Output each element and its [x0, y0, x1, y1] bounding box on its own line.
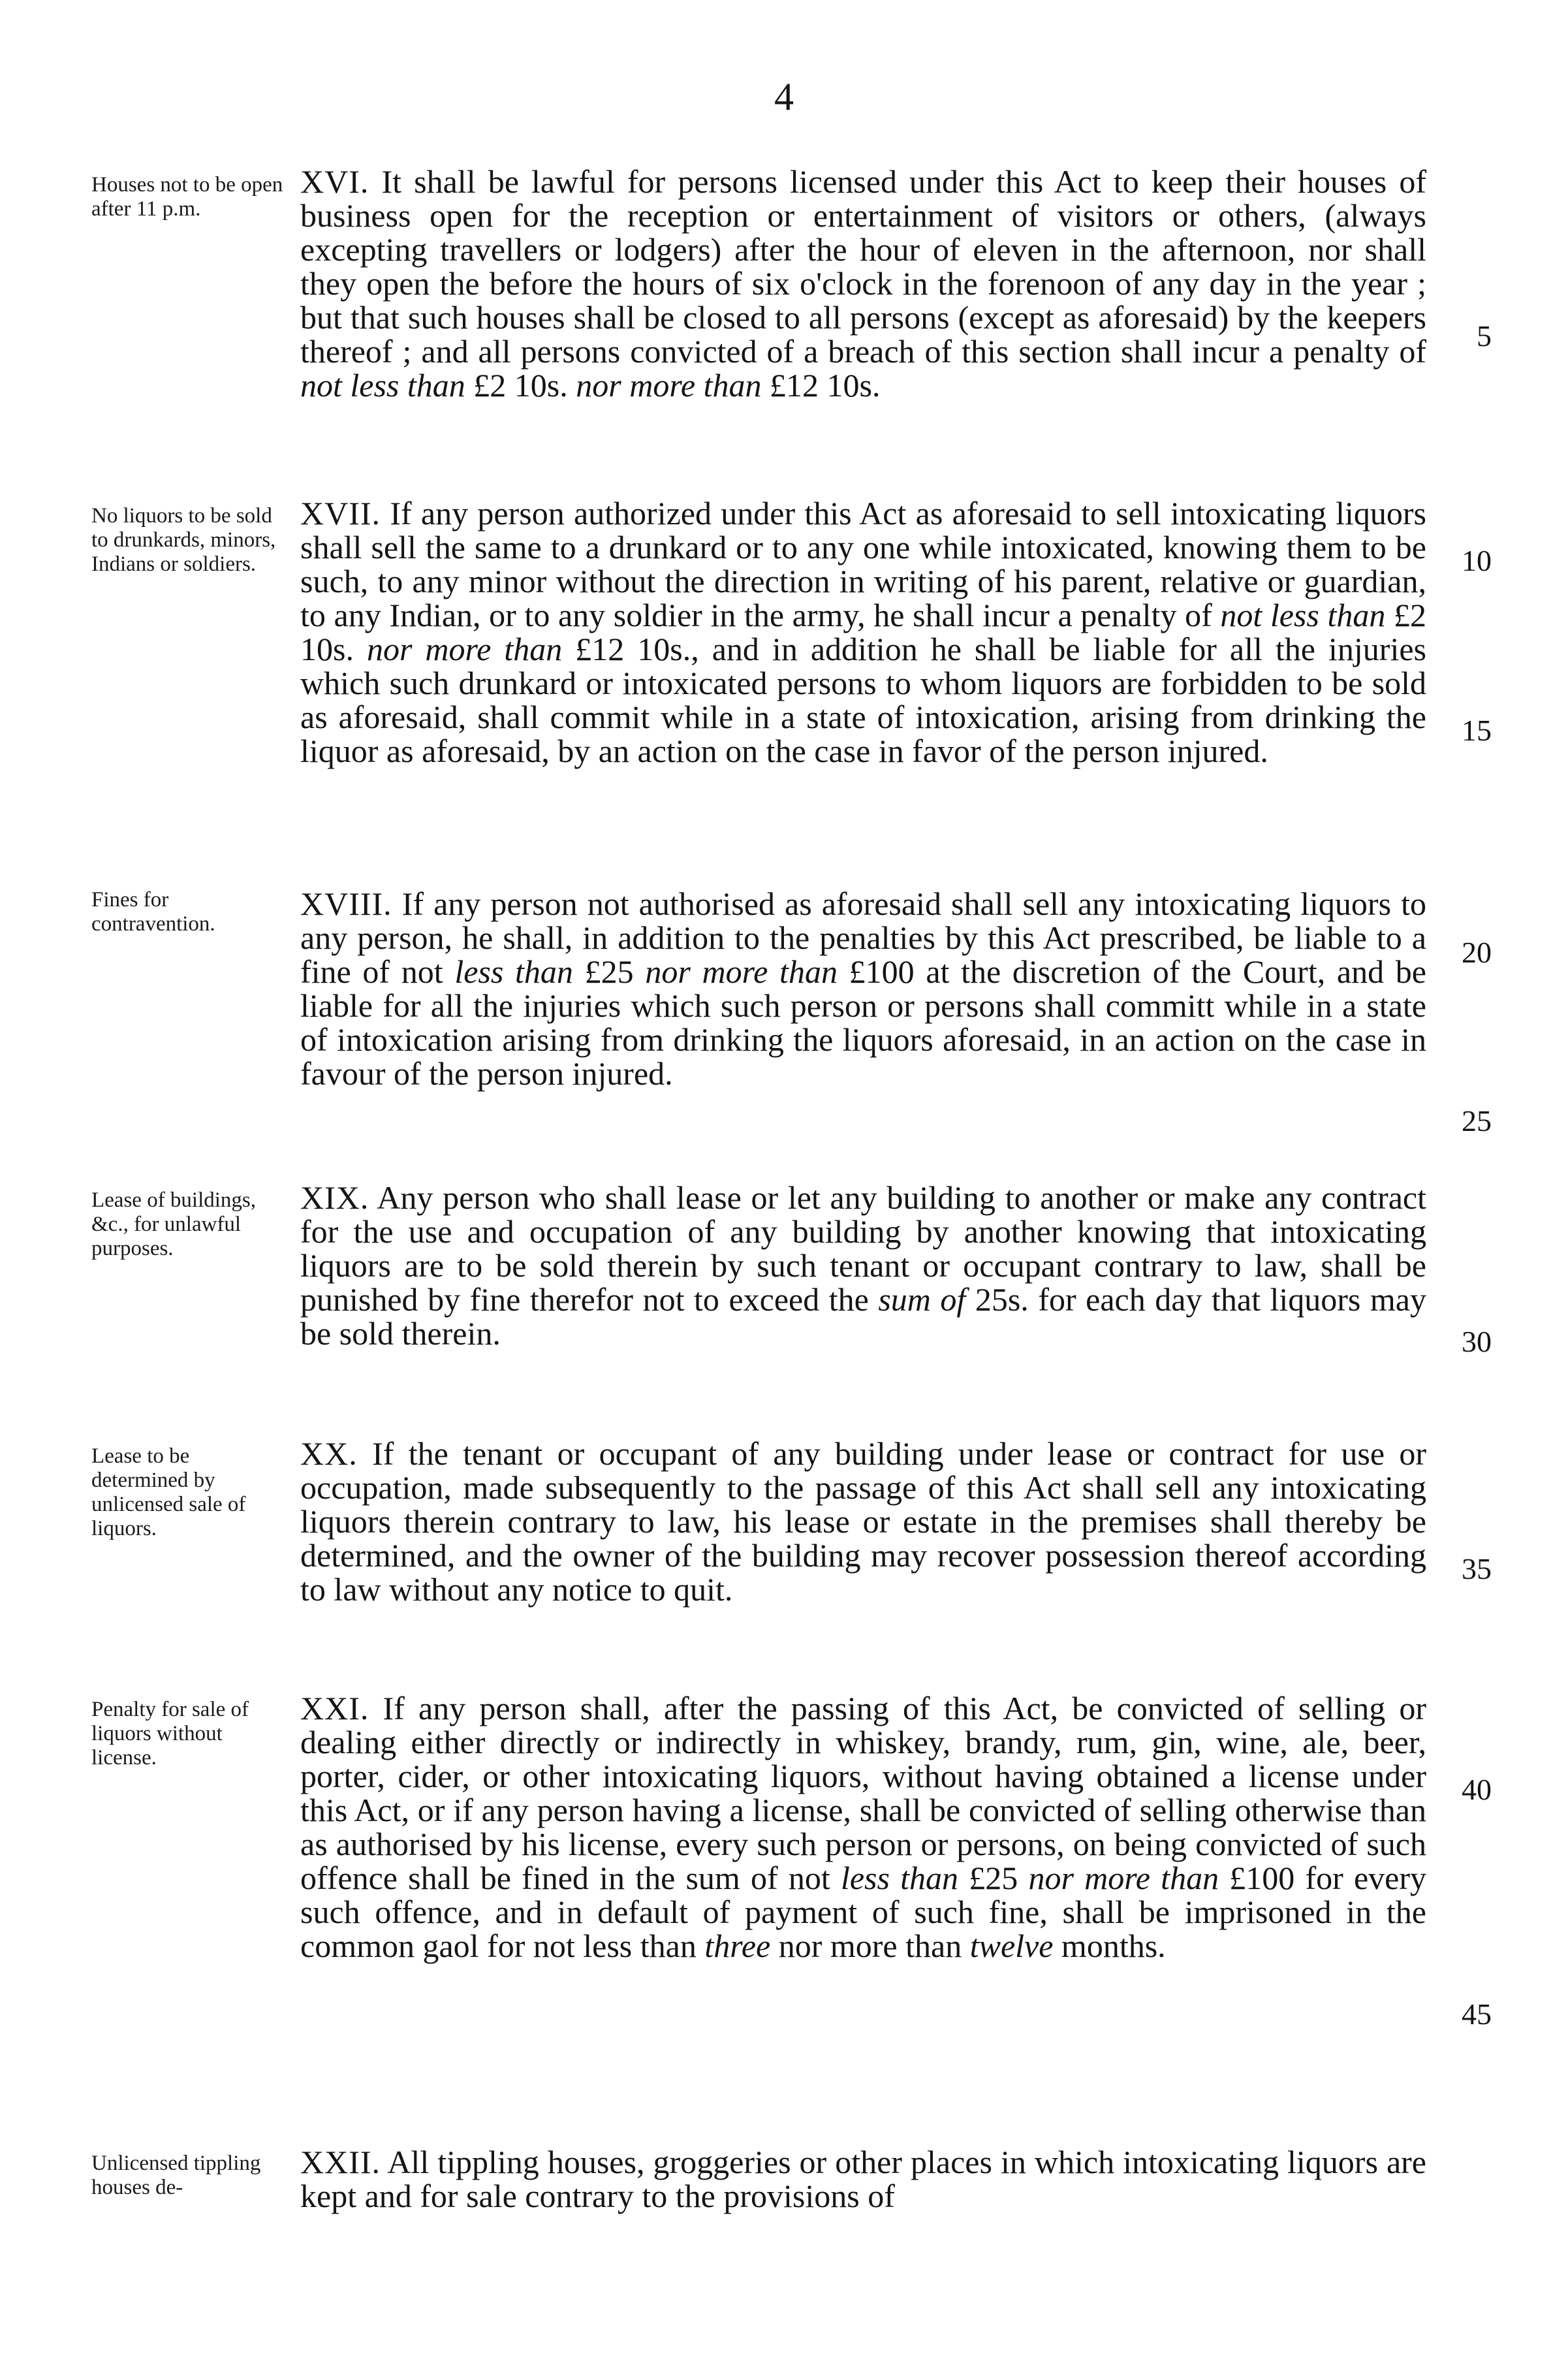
margin-note: Lease of buildings, &c., for unlawful purposes. [91, 1188, 257, 1260]
section-text [300, 887, 1426, 1090]
italic-run: nor more than [1028, 1860, 1219, 1896]
italic-run: nor more than [645, 953, 838, 990]
line-number: 35 [1462, 1552, 1492, 1585]
section-text [300, 496, 1426, 768]
italic-run: twelve [969, 1928, 1054, 1964]
margin-note: Unlicensed tippling houses de- [91, 2152, 261, 2199]
line-number: 45 [1462, 1997, 1492, 2031]
text-run: £12 10s., and in addition he shall be liable for all the injuries which such drunkard or intoxicated persons to whom liquors are forbidden to be sold as aforesaid, shall commit while in a state of intoxication, arising from drinking the liquor as aforesaid, by an action on the case in favor of the person injured. [300, 631, 1426, 769]
text-run: £25 [958, 1860, 1029, 1896]
section-number: XX. [300, 1435, 358, 1472]
italic-run: nor more than [576, 367, 762, 404]
text-run: £2 10s. [300, 597, 1426, 667]
text-run: 25s. for each day that liquors may be sold therein. [300, 1281, 1426, 1352]
text-run: It shall be lawful for persons licensed under this Act to keep their houses of business open for the reception or entertainment of visitors or others, (always excepting travellers or lodgers) after the hour of eleven in the afternoon, nor shall they open the before the hours of six o'clock in the forenoon of any day in the year ; but that such houses shall be closed to all persons (except as aforesaid) by the keepers thereof ; and all persons convicted of a breach of this section shall incur a penalty of [300, 163, 1427, 370]
italic-run: not less than [1220, 597, 1386, 633]
text-run: If any person authorized under this Act as aforesaid to sell intoxicating liquors shall sell the same to a drunkard or to any one while intoxicated, knowing them to be such, to any minor without the direction in writing of his parent, relative or guardian, to any Indian, or to any soldier in the army, he shall incur a penalty of [300, 495, 1427, 633]
text-run: £25 [572, 953, 646, 990]
line-number: 5 [1477, 319, 1492, 353]
line-number: 20 [1462, 936, 1492, 969]
text-run: £12 10s. [761, 367, 881, 404]
section-number: XXI. [300, 1690, 369, 1726]
italic-run: not less than [300, 367, 465, 404]
italic-run: sum of [878, 1281, 966, 1318]
margin-note: Lease to be determined by unlicensed sale of liquors. [91, 1444, 246, 1540]
line-number: 10 [1462, 544, 1492, 577]
margin-note: No liquors to be sold to drunkards, minors, Indians or soldiers. [91, 504, 276, 576]
section-text [300, 1181, 1426, 1350]
section-number: XVII. [300, 495, 381, 532]
section-number: XIX. [300, 1179, 369, 1216]
line-number: 40 [1462, 1773, 1492, 1806]
italic-run: less than [840, 1860, 959, 1896]
margin-note: Houses not to be open after 11 p.m. [91, 173, 283, 221]
line-number: 15 [1462, 714, 1492, 747]
text-run: All tippling houses, groggeries or other places in which intoxicating liquors are kept and for sale contrary to the provisions of [300, 2144, 1426, 2214]
section-text [300, 2145, 1426, 2213]
line-number: 30 [1462, 1325, 1492, 1358]
text-run: If any person not authorised as aforesaid shall sell any intoxicating liquors to any person, he shall, in addition to the penalties by this Act prescribed, be liable to a fine of not [300, 885, 1426, 990]
section-number: XVIII. [300, 885, 392, 922]
text-run: If any person shall, after the passing of this Act, be convicted of selling or dealing either directly or indirectly in whiskey, brandy, rum, gin, wine, ale, beer, porter, cider, or other intoxicating liquors, without having obtained a license under this Act, or if any person having a license, shall be convicted of selling otherwise than as authorised by his license, every such person or persons, on being convicted of such offence shall be fined in the sum of not [300, 1690, 1426, 1896]
text-run: nor more than [770, 1928, 970, 1964]
italic-run: less than [454, 953, 573, 990]
page-number: 4 [774, 75, 794, 118]
line-number: 25 [1462, 1104, 1492, 1137]
text-run: £100 for every such offence, and in default of payment of such fine, shall be imprisoned in the common gaol for not less than [300, 1860, 1426, 1964]
section-text [300, 1437, 1426, 1606]
text-run: months. [1053, 1928, 1166, 1964]
section-number: XVI. [300, 163, 369, 200]
italic-run: nor more than [366, 631, 563, 667]
text-run: £100 at the discretion of the Court, and be liable for all the injuries which such person or persons shall committ while in a state of intoxication arising from drinking the liquors aforesaid, in an action on the case in favour of the person injured. [300, 953, 1426, 1092]
section-text [300, 1691, 1426, 1963]
italic-run: three [704, 1928, 771, 1964]
text-run: £2 10s. [465, 367, 576, 404]
margin-note: Penalty for sale of liquors without license. [91, 1698, 249, 1770]
margin-note: Fines for contravention. [91, 888, 215, 936]
text-run: Any person who shall lease or let any building to another or make any contract for the use and occupation of any building by another knowing that intoxicating liquors are to be sold therein by such tenant or occupant contrary to law, shall be punished by fine therefor not to exceed the [300, 1179, 1426, 1318]
section-number: XXII. [300, 2144, 381, 2180]
section-text [300, 165, 1426, 402]
text-run: If the tenant or occupant of any building under lease or contract for use or occupation, made subsequently to the passage of this Act shall sell any intoxicating liquors therein contrary to law, his lease or estate in the premises shall thereby be determined, and the owner of the building may recover possession thereof according to law without any notice to quit. [300, 1435, 1426, 1608]
